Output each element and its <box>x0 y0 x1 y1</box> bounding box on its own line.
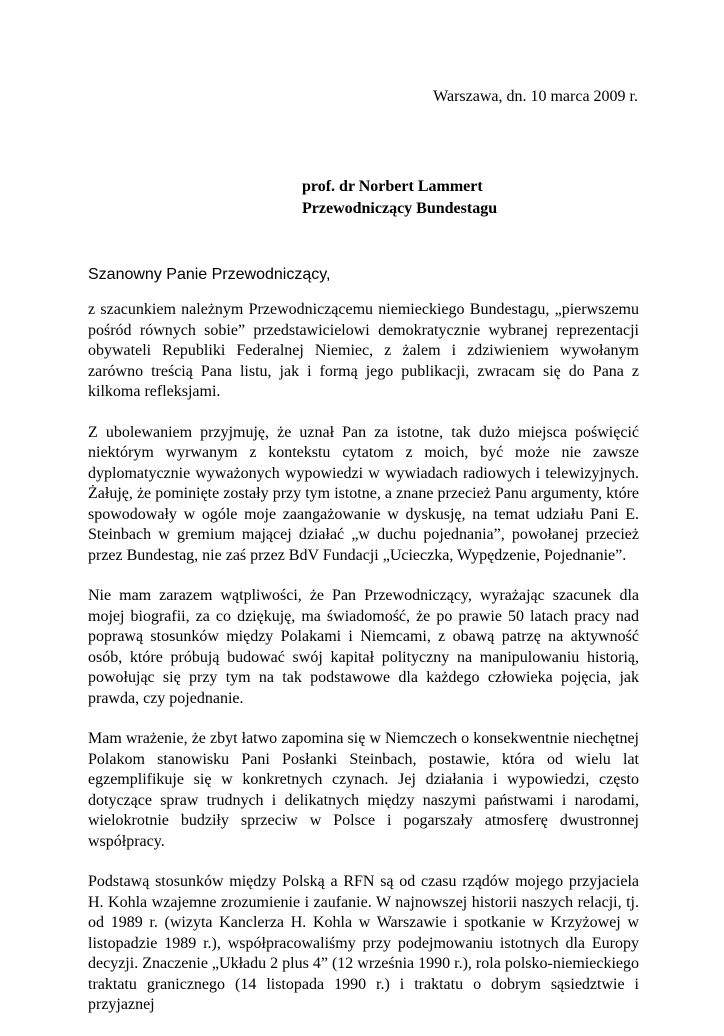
salutation: Szanowny Panie Przewodniczący, <box>88 266 331 283</box>
letter-body <box>88 300 639 1036</box>
addressee-block <box>302 176 497 220</box>
addressee-name: prof. dr Norbert Lammert <box>302 178 483 195</box>
paragraph-5: Podstawą stosunków między Polską a RFN są od czasu rządów mojego przyjaciela H. Kohla wzajemne zrozumienie i zaufanie. W najnowszej historii naszych relacji, tj. od 1989 r. (wizyta Kanclerza H. Kohla w Warszawie i spotkanie w Krzyżowej w listopadzie 1989 r.), współpracowaliśmy przy podejmowaniu istotnych dla Europy decyzji. Znaczenie „Układu 2 plus 4” (12 września 1990 r.), rola polsko-niemieckiego traktatu granicznego (14 listopada 1990 r.) i traktatu o dobrym sąsiedztwie i przyjaznej <box>88 873 639 1013</box>
paragraph-3: Nie mam zarazem wątpliwości, że Pan Przewodniczący, wyrażając szacunek dla mojej biografii, za co dziękuję, ma świadomość, że po prawie 50 latach pracy nad poprawą stosunków między Polakami i Niemcami, z obawą patrzę na aktywność osób, które próbują budować swój kapitał polityczny na manipulowaniu historią, powołując się przy tym na tak podstawowe dla każdego człowieka pojęcia, jak prawda, czy pojednanie. <box>88 587 639 707</box>
paragraph-2: Z ubolewaniem przyjmuję, że uznał Pan za istotne, tak dużo miejsca poświęcić niektórym wyrwanym z kontekstu cytatom z moich, być może nie zawsze dyplomatycznie wyważonych wypowiedzi w wywiadach radiowych i telewizyjnych. Żałuję, że pominięte zostały przy tym istotne, a znane przecież Panu argumenty, które spowodowały w ogóle moje zaangażowanie w dyskusję, na temat udziału Pani E. Steinbach w gremium mającej działać „w duchu pojednania”, powołanej przecież przez Bundestag, nie zaś przez BdV Fundacji „Ucieczka, Wypędzenie, Pojednanie”. <box>88 423 639 564</box>
paragraph-4: Mam wrażenie, że zbyt łatwo zapomina się w Niemczech o konsekwentnie niechętnej Polakom stanowisku Pani Posłanki Steinbach, postawie, która od wielu lat egzemplifikuje się w konkretnych czynach. Jej działania i wypowiedzi, często dotyczące spraw trudnych i delikatnych między naszymi państwami i narodami, wielokrotnie budziły sprzeciw w Polsce i pogarszały atmosferę dwustronnej współpracy. <box>88 730 639 850</box>
date-line: Warszawa, dn. 10 marca 2009 r. <box>433 88 638 105</box>
addressee-title: Przewodniczący Bundestagu <box>302 200 498 217</box>
paragraph-1: z szacunkiem należnym Przewodniczącemu niemieckiego Bundestagu, „pierwszemu pośród równych sobie” przedstawicielowi demokratycznie wybranej reprezentacji obywateli Republiki Federalnej Niemiec, z żalem i zdziwieniem wywołanym zarówno treścią Pana listu, jak i formą jego publikacji, zwracam się do Pana z kilkoma refleksjami. <box>88 301 639 400</box>
